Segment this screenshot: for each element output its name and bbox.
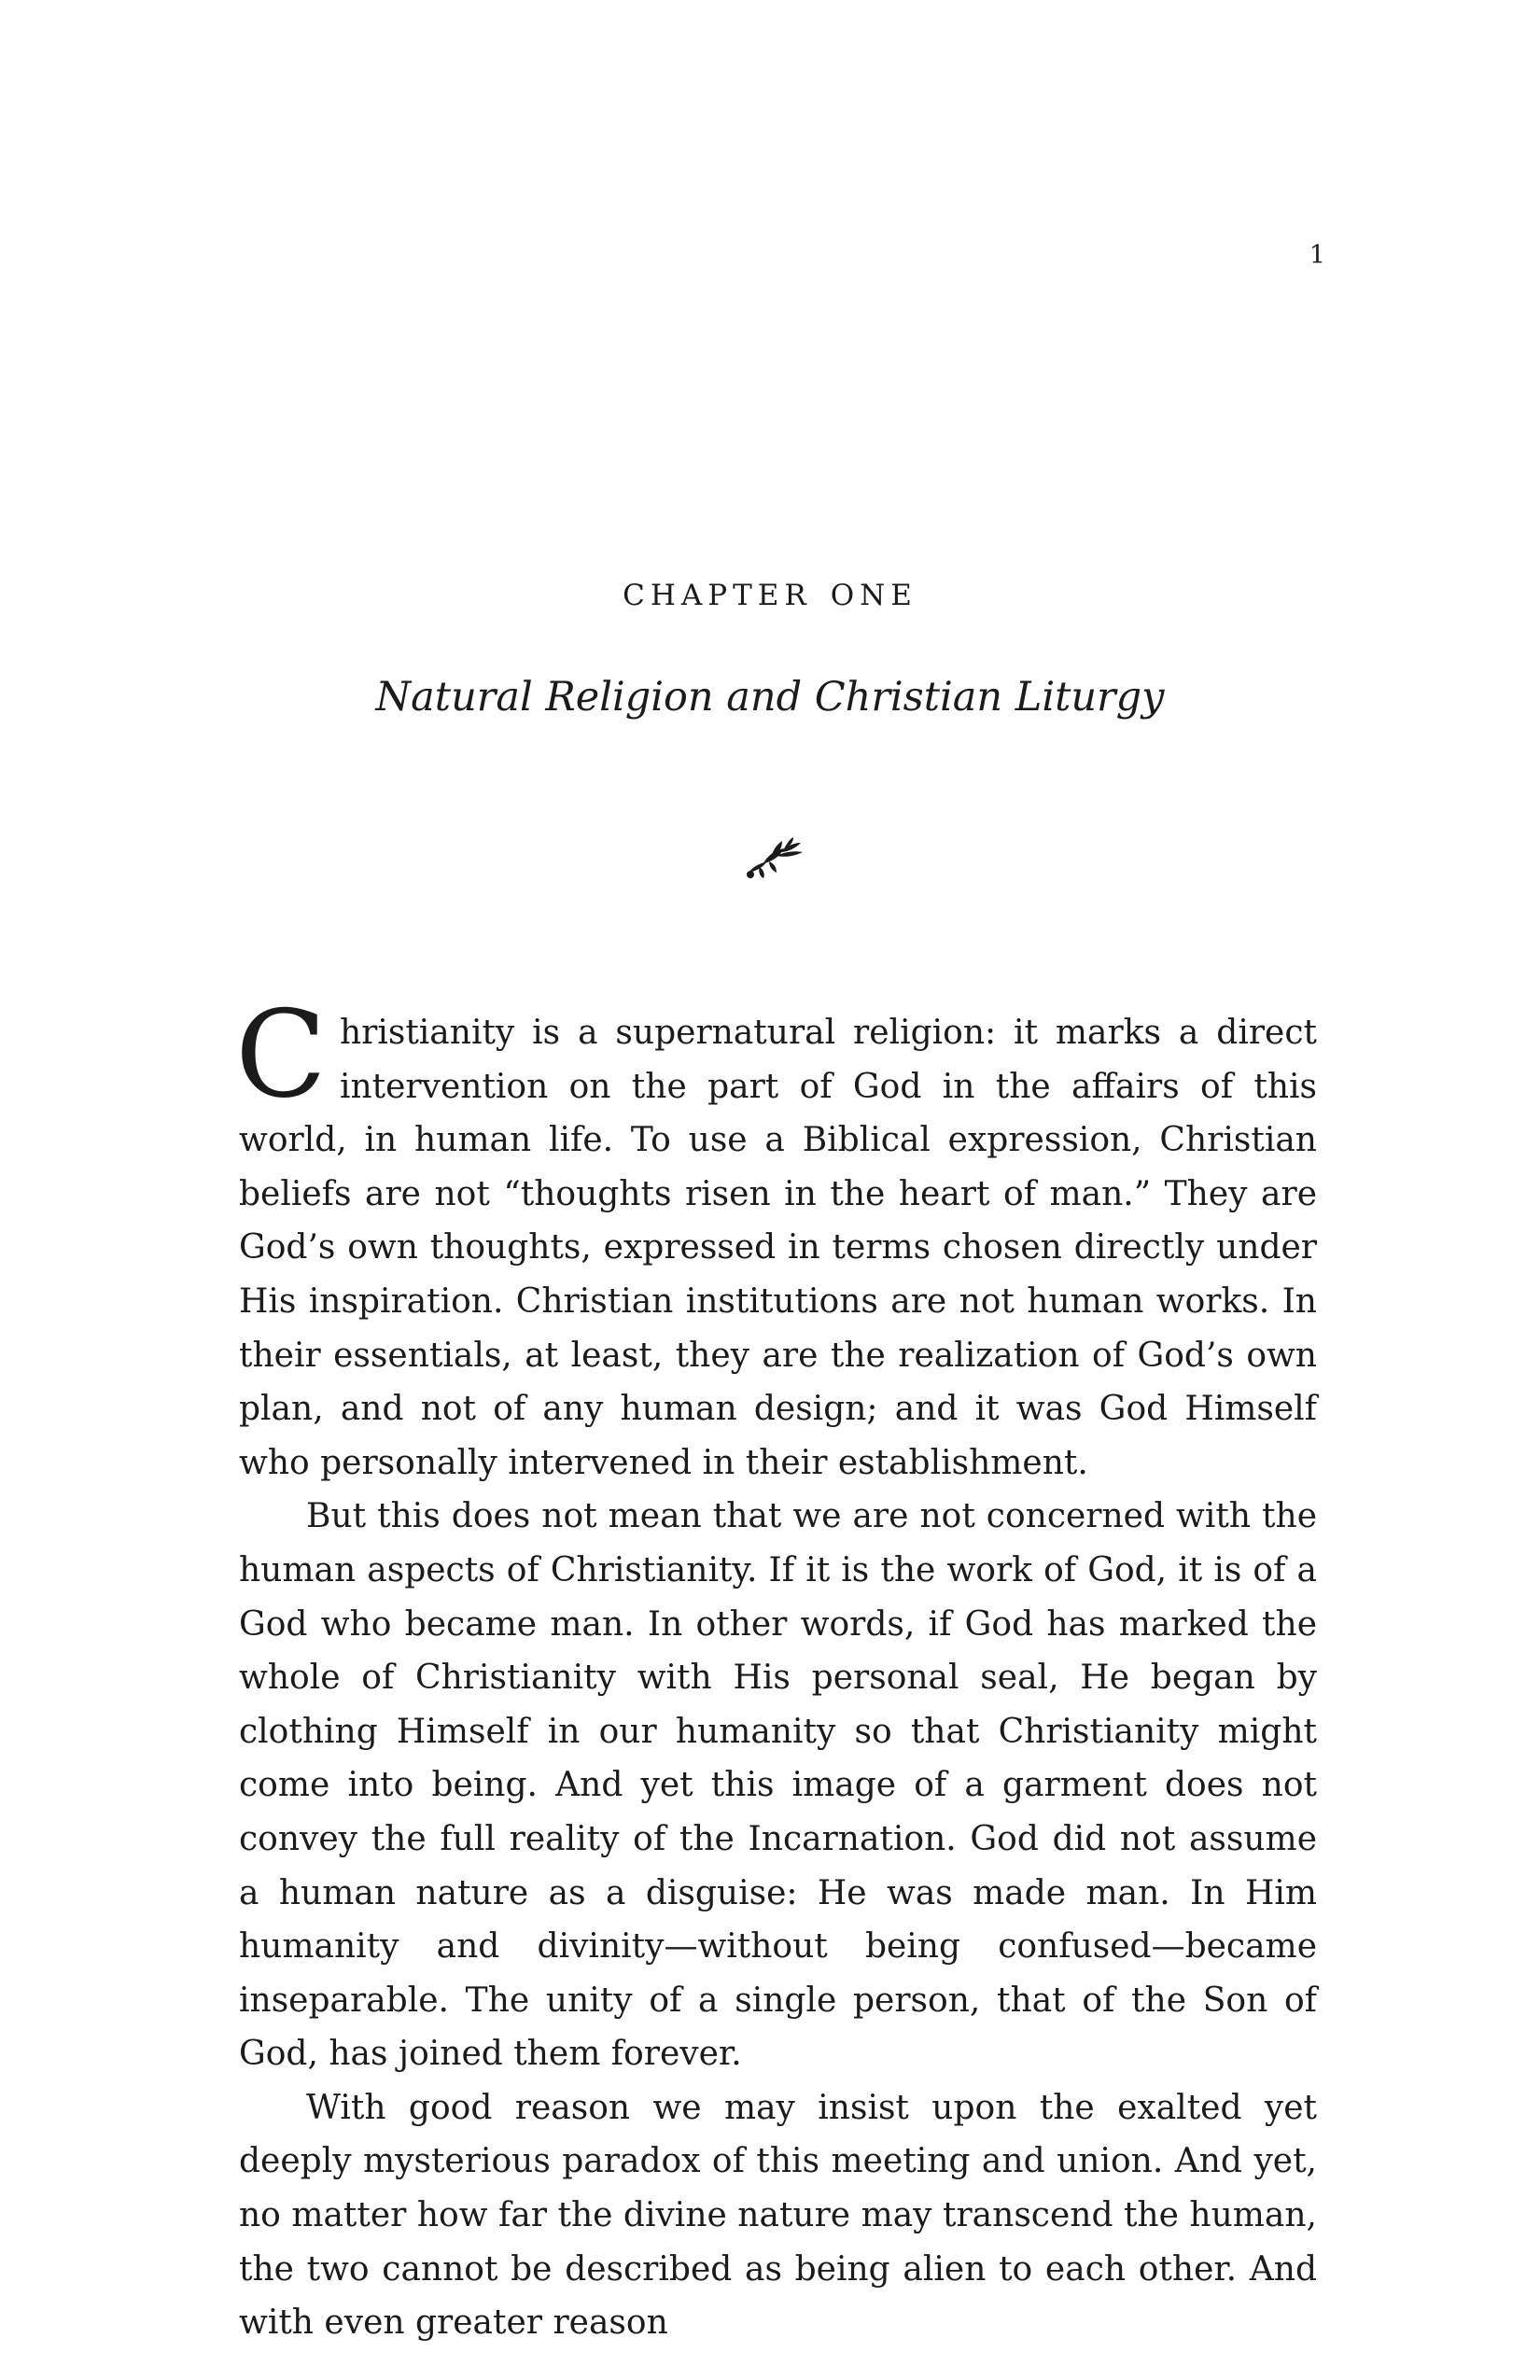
paragraph-1 <box>235 986 1317 1490</box>
paragraph-3: With good reason we may insist upon the exalted yet deeply mysterious paradox of this meeting and union. And yet, no matter how far the divine nature may transcend the human, the two cannot be described as being alien to each other. And with even greater reason <box>239 2088 1317 2343</box>
body-text <box>235 986 1317 2350</box>
chapter-title: Natural Religion and Christian Liturgy <box>375 674 1165 721</box>
fleuron-icon <box>743 835 806 882</box>
drop-cap: C <box>235 986 327 1125</box>
paragraph-2: But this does not mean that we are not concerned with the human aspects of Christianity. If it is the work of God, it is of a God who became man. In other words, if God has marked the whole of Christianity with His personal seal, He began by clothing Himself in our humanity so that Christianity might come into being. And yet this image of a garment does not convey the full reality of the Incarnation. God did not assume a human nature as a disguise: He was made man. In Him humanity and divinity—without being confused—became inseparable. The unity of a single person, that of the Son of God, has joined them forever. <box>239 1497 1317 2074</box>
page-number: 1 <box>1309 241 1325 270</box>
paragraph-1-text: hristianity is a supernatural religion: it marks a direct intervention on the part of God in the affairs of this world, in human life. To use a Biblical expression, Christian beliefs are not “thoughts risen in the heart of man.” They are God’s own thoughts, expressed in terms chosen directly under His inspiration. Christian institutions are not human works. In their essentials, at least, they are the realization of God’s own plan, and not of any human design; and it was God Himself who personally intervened in their establishment. <box>239 1014 1317 1482</box>
chapter-label: chapter one <box>623 567 917 615</box>
